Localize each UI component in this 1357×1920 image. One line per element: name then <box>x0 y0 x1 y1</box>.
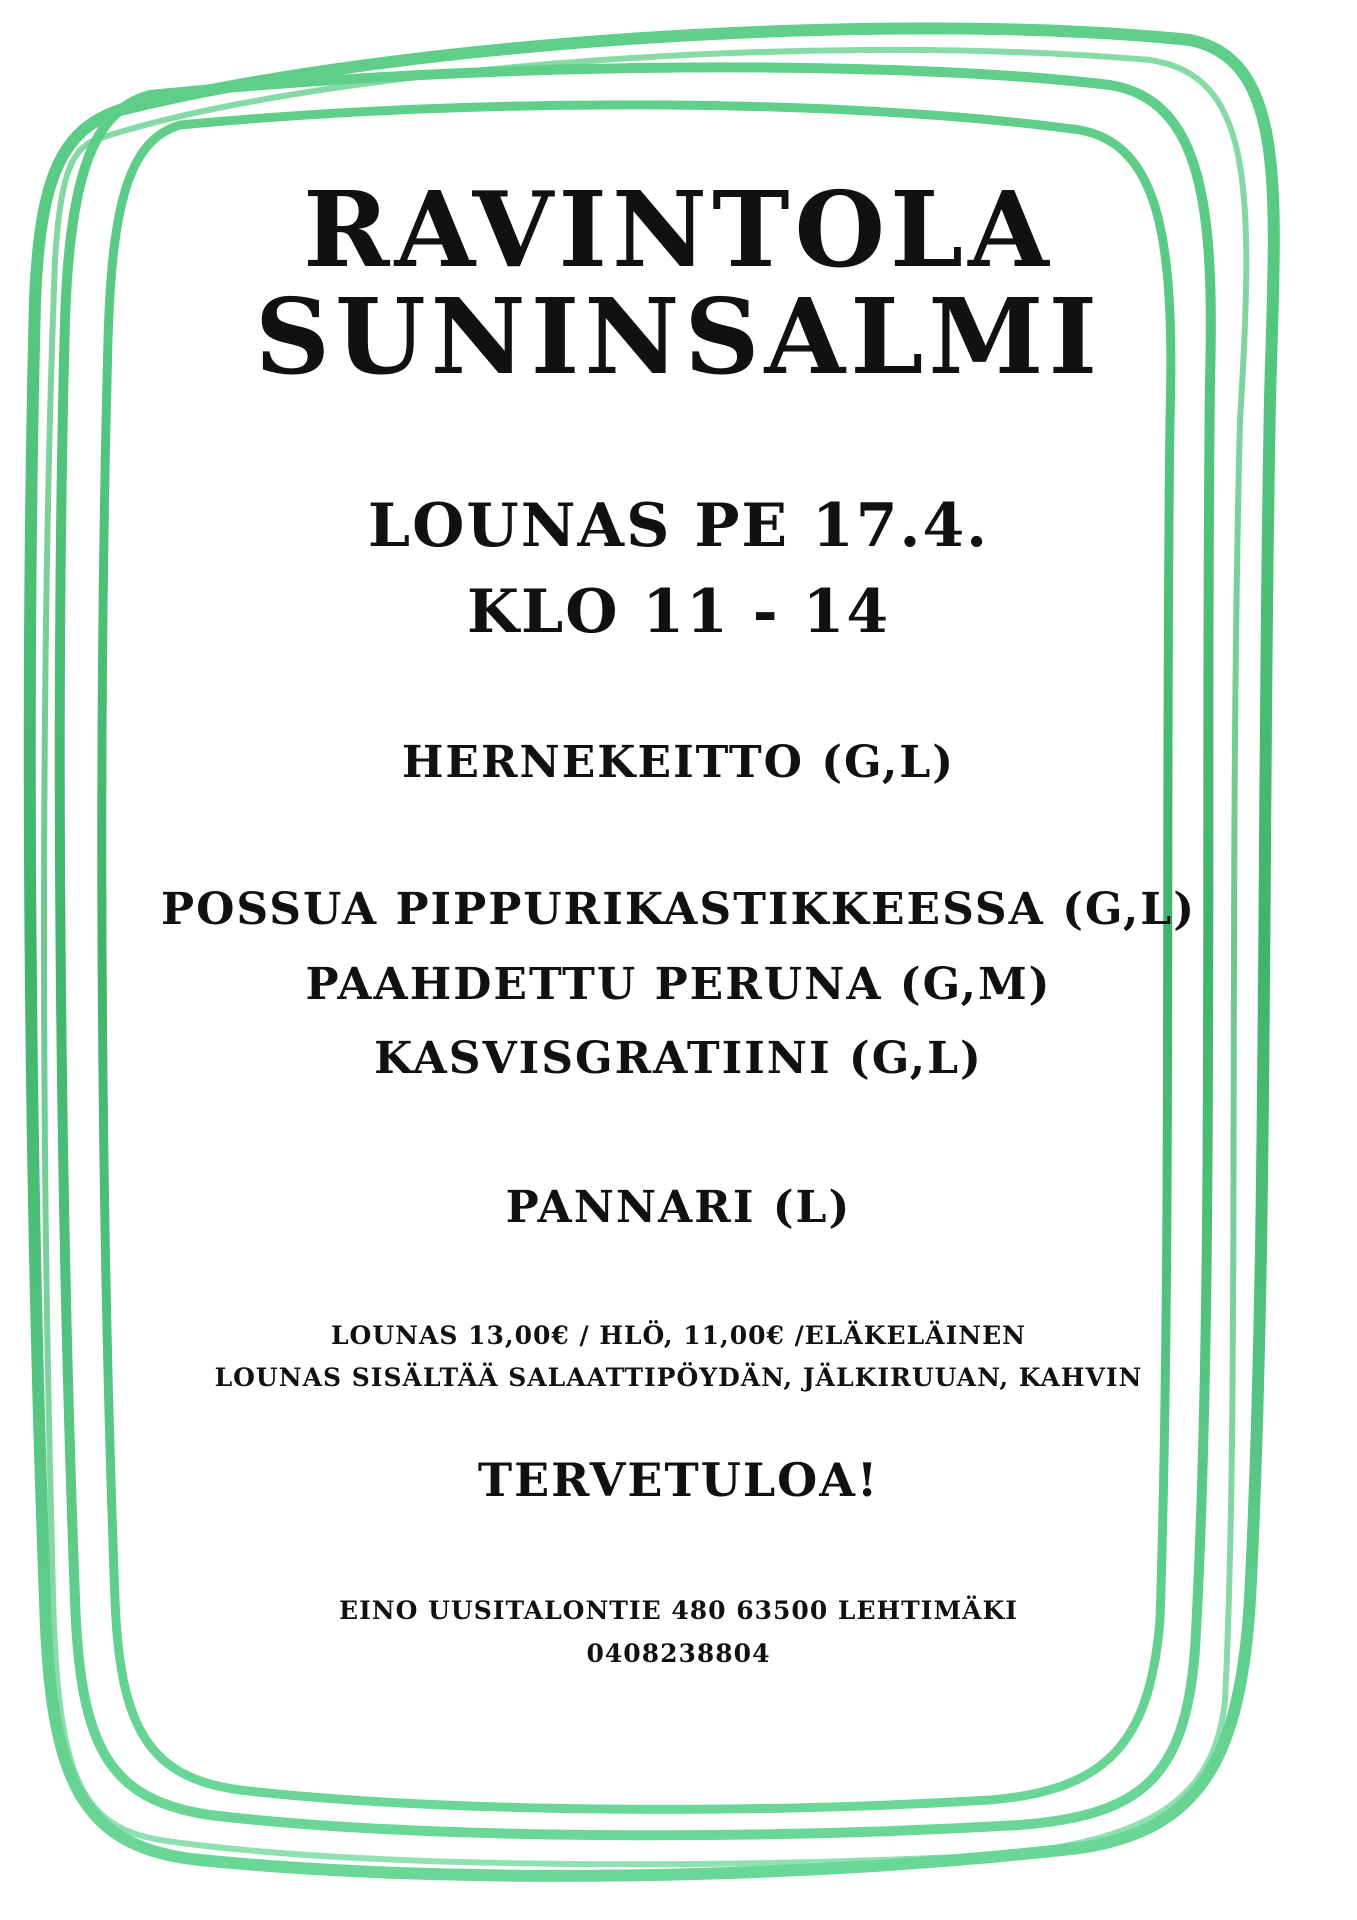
menu-main-2: PAAHDETTU PERUNA (G,M) <box>305 959 1052 1010</box>
lunch-time: KLO 11 - 14 <box>466 577 891 647</box>
menu-main-3: KASVISGRATIINI (G,L) <box>374 1033 983 1084</box>
menu-soup: HERNEKEITTO (G,L) <box>401 737 956 788</box>
restaurant-name-line-2: SUNINSALMI <box>254 275 1103 398</box>
price-info: LOUNAS 13,00€ / HLÖ, 11,00€ /ELÄKELÄINEN <box>330 1321 1027 1350</box>
restaurant-name-line-1: RAVINTOLA <box>303 168 1054 291</box>
includes-info: LOUNAS SISÄLTÄÄ SALAATTIPÖYDÄN, JÄLKIRUUAN, KAHVIN <box>214 1363 1143 1392</box>
lunch-date: LOUNAS PE 17.4. <box>367 491 990 561</box>
menu-main-1: POSSUA PIPPURIKASTIKKEESSA (G,L) <box>160 884 1197 935</box>
contact-address: EINO UUSITALONTIE 480 63500 LEHTIMÄKI <box>339 1596 1018 1625</box>
contact-phone: 0408238804 <box>586 1639 771 1668</box>
menu-dessert: PANNARI (L) <box>505 1182 852 1233</box>
welcome-text: TERVETULOA! <box>477 1453 880 1507</box>
